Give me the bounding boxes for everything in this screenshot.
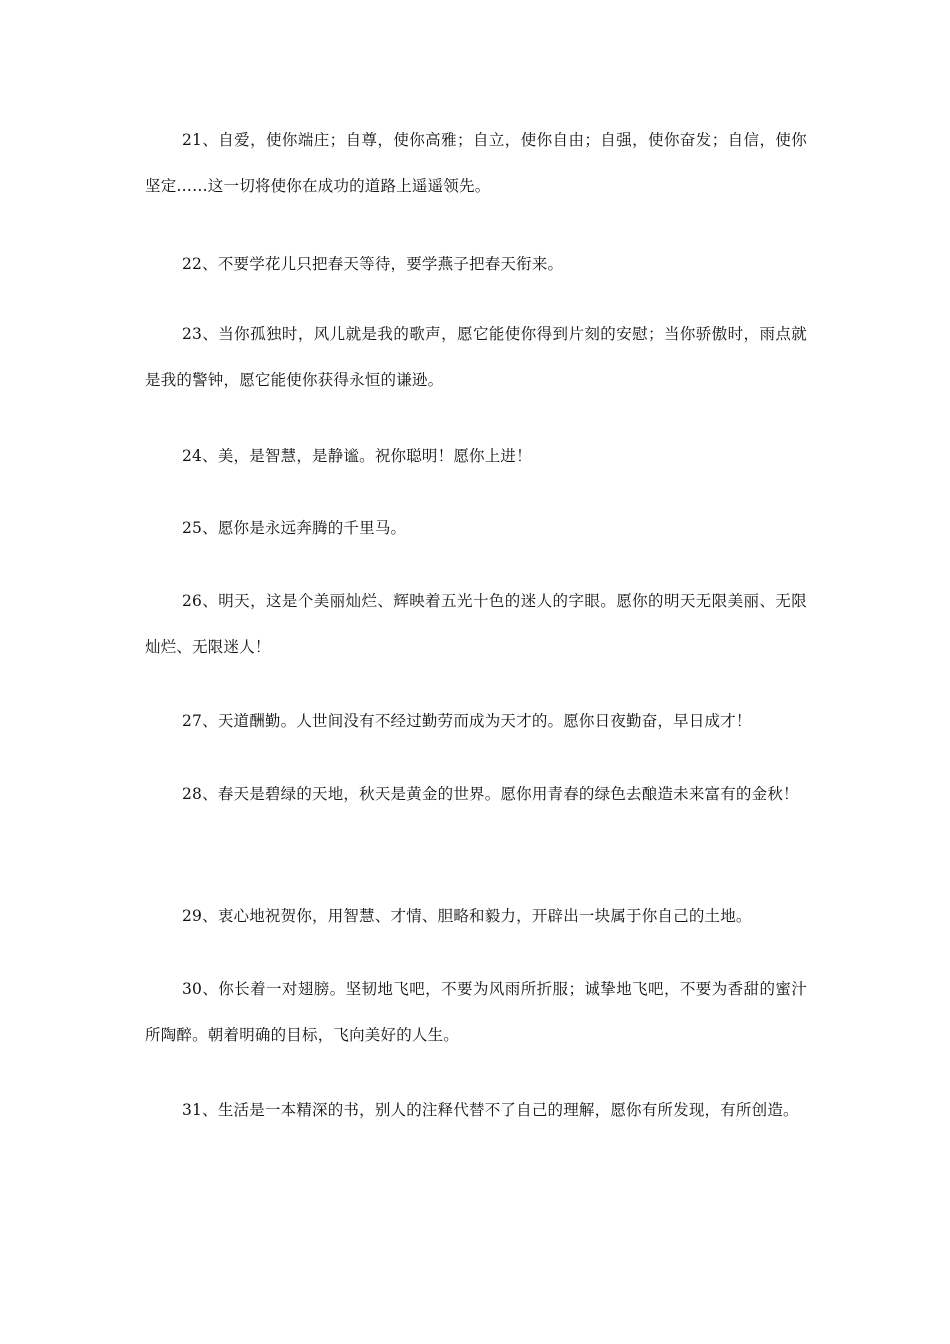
paragraph-28: 28、春天是碧绿的天地，秋天是黄金的世界。愿你用青春的绿色去酿造未来富有的金秋！ <box>182 785 799 803</box>
paragraph-31: 31、生活是一本精深的书，别人的注释代替不了自己的理解，愿你有所发现，有所创造。 <box>182 1101 799 1119</box>
paragraph-27: 27、天道酬勤。人世间没有不经过勤劳而成为天才的。愿你日夜勤奋，早日成才！ <box>182 712 752 730</box>
paragraph-25: 25、愿你是永远奔腾的千里马。 <box>182 519 407 537</box>
paragraph-23: 23、当你孤独时，风儿就是我的歌声，愿它能使你得到片刻的安慰；当你骄傲时，雨点就是我的警钟，愿它能使你获得永恒的谦逊。 <box>145 325 807 389</box>
paragraph-29: 29、衷心地祝贺你，用智慧、才情、胆略和毅力，开辟出一块属于你自己的土地。 <box>182 907 752 925</box>
paragraph-22: 22、不要学花儿只把春天等待，要学燕子把春天衔来。 <box>182 255 564 273</box>
paragraph-21: 21、自爱，使你端庄；自尊，使你高雅；自立，使你自由；自强，使你奋发；自信，使你坚定……这一切将使你在成功的道路上遥遥领先。 <box>145 131 807 195</box>
paragraph-30: 30、你长着一对翅膀。坚韧地飞吧，不要为风雨所折服；诚挚地飞吧，不要为香甜的蜜汁所陶醉。朝着明确的目标，飞向美好的人生。 <box>145 980 807 1044</box>
paragraph-26: 26、明天，这是个美丽灿烂、辉映着五光十色的迷人的字眼。愿你的明天无限美丽、无限灿烂、无限迷人！ <box>145 592 807 656</box>
paragraph-24: 24、美，是智慧，是静谧。祝你聪明！愿你上进！ <box>182 447 532 465</box>
